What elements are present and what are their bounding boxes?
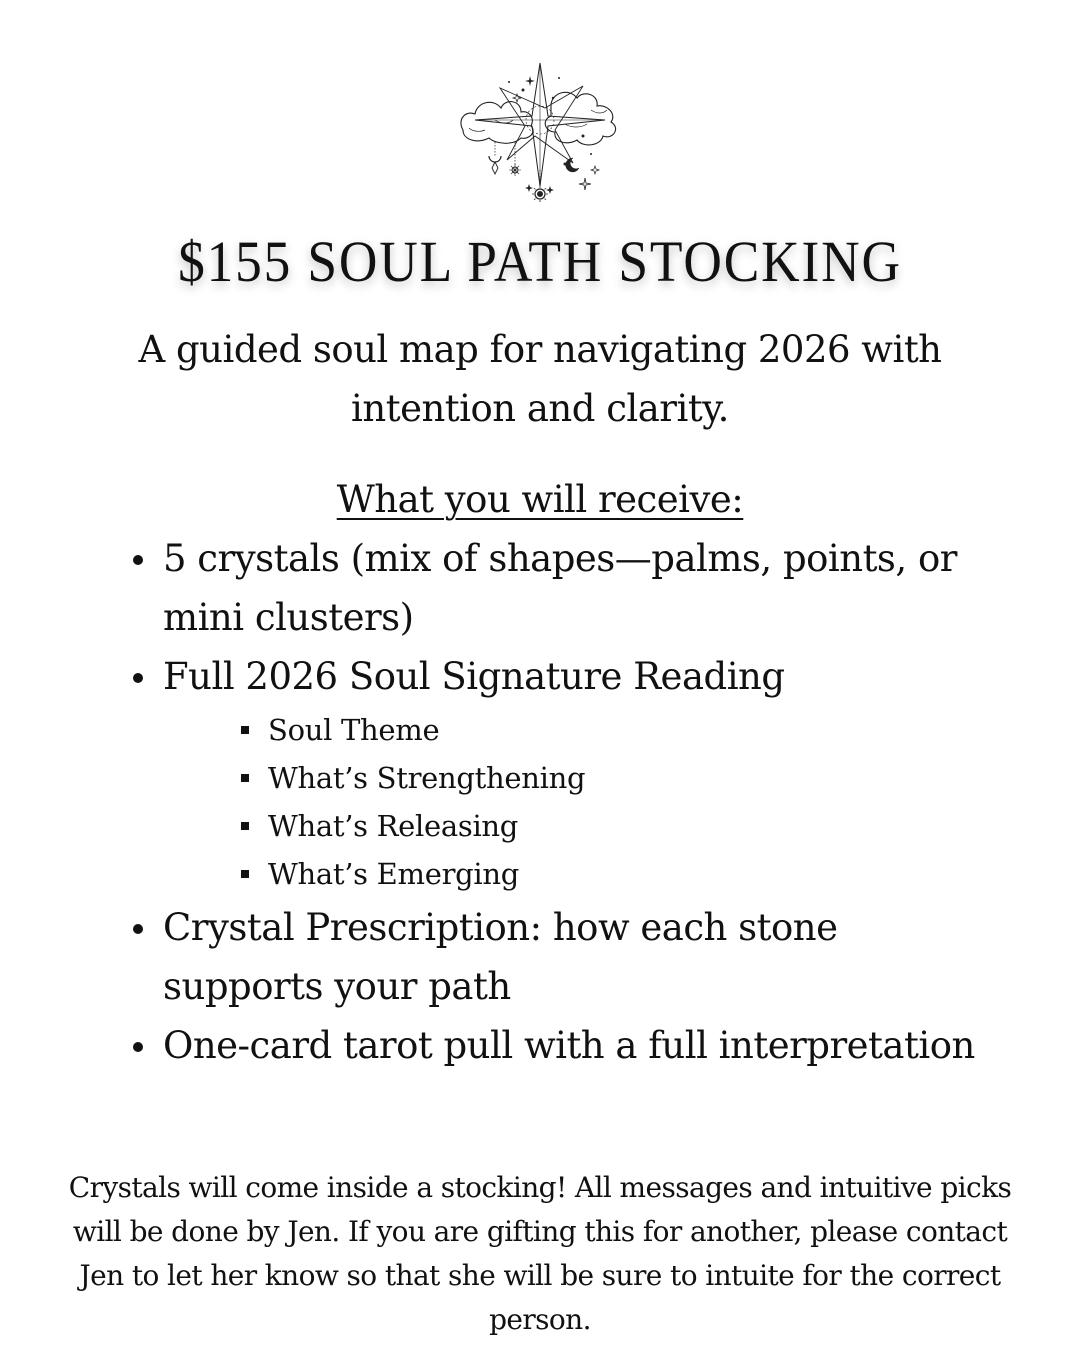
- list-item: [163, 647, 983, 898]
- list-item-label: Crystal Prescription: how each stone supports your path: [163, 906, 838, 1008]
- sublist-item: [268, 802, 983, 850]
- reading-sublist: [163, 706, 983, 898]
- sublist-item: [268, 706, 983, 754]
- sublist-item-label: What’s Releasing: [268, 809, 519, 843]
- bullet-dot-icon: [133, 529, 143, 588]
- list-item-label: One-card tarot pull with a full interpretation: [163, 1024, 975, 1067]
- bullet-square-icon: [241, 774, 249, 782]
- bullet-dot-icon: [133, 898, 143, 957]
- footer-note: Crystals will come inside a stocking! All messages and intuitive picks will be done by Jen. If you are gifting this for another, please contact Jen to let her know so that she will be sure to intuite for the correct person.: [68, 1171, 1012, 1336]
- bullet-dot-icon: [133, 1016, 143, 1075]
- sublist-item: [268, 850, 983, 898]
- bullet-square-icon: [241, 726, 249, 734]
- sublist-item-label: Soul Theme: [268, 713, 440, 747]
- list-item: [163, 898, 983, 1016]
- list-item: [163, 529, 983, 647]
- list-item-label: Full 2026 Soul Signature Reading: [163, 655, 785, 698]
- subtitle: A guided soul map for navigating 2026 with intention and clarity.: [138, 328, 942, 430]
- receive-heading: What you will receive:: [336, 478, 744, 521]
- bullet-square-icon: [241, 822, 249, 830]
- sublist-item: [268, 754, 983, 802]
- bullet-dot-icon: [133, 647, 143, 706]
- page-title: $155 SOUL PATH STOCKING: [178, 229, 902, 294]
- list-item-label: 5 crystals (mix of shapes—palms, points, or mini clusters): [163, 537, 957, 639]
- celestial-star-clouds-icon: [455, 58, 625, 203]
- sublist-item-label: What’s Emerging: [268, 857, 520, 891]
- list-item: [163, 1016, 983, 1075]
- receive-list: [163, 529, 983, 1075]
- sublist-item-label: What’s Strengthening: [268, 761, 586, 795]
- bullet-square-icon: [241, 870, 249, 878]
